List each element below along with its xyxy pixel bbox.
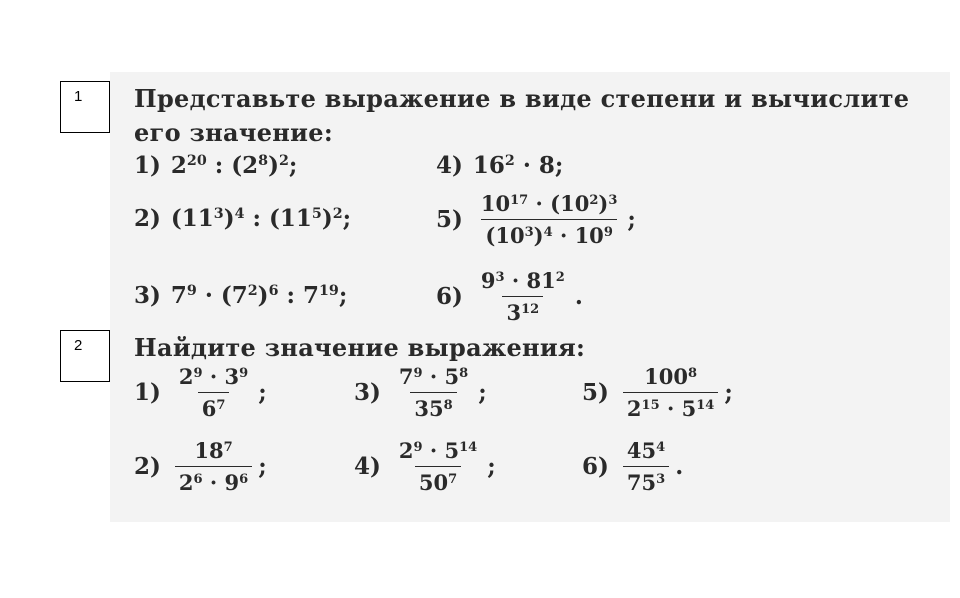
item-number: 5) (582, 379, 609, 406)
item-number: 2) (134, 205, 161, 232)
task-number: 1 (74, 88, 83, 105)
item-number: 6) (436, 283, 463, 310)
task-heading-line2: его значение: (134, 118, 334, 147)
exercise-item (134, 205, 351, 232)
numerator: $100^8$ (644, 364, 698, 389)
denominator: $(10^3)^4 \cdot 10^9$ (481, 219, 616, 246)
fraction (395, 440, 481, 493)
punctuation: ; (724, 379, 733, 406)
denominator: $75^3$ (623, 466, 669, 493)
exercise-item (354, 366, 487, 419)
item-number: 5) (436, 206, 463, 233)
exercise-item (436, 152, 563, 179)
punctuation: ; (627, 206, 636, 233)
exercise-item (134, 440, 267, 493)
fraction (175, 366, 252, 419)
task-heading-line1: Представьте выражение в виде степени и вычислите (134, 84, 910, 113)
expression: $2^{20}$ : $(2^8)^2$; (170, 152, 298, 179)
item-number: 3) (134, 282, 161, 309)
punctuation: . (574, 283, 583, 310)
exercise-item (134, 366, 267, 419)
exercise-item (582, 440, 683, 493)
task-number-box (60, 330, 110, 382)
fraction (477, 193, 622, 246)
numerator: $10^{17} \cdot (10^2)^3$ (480, 191, 618, 216)
item-number: 6) (582, 453, 609, 480)
denominator: $50^7$ (415, 466, 461, 493)
item-number: 4) (354, 453, 381, 480)
expression: $7^9 \cdot (7^2)^6$ : $7^{19}$; (170, 282, 348, 309)
fraction (623, 440, 669, 493)
numerator: $45^4$ (626, 438, 666, 463)
numerator: $18^7$ (194, 438, 233, 463)
item-number: 2) (134, 453, 161, 480)
exercise-item (436, 270, 583, 323)
exercise-item (354, 440, 496, 493)
punctuation: ; (258, 379, 267, 406)
punctuation: ; (478, 379, 487, 406)
denominator: $3^{12}$ (502, 296, 543, 323)
item-number: 4) (436, 152, 463, 179)
exercise-item (134, 282, 347, 309)
exercise-item (134, 152, 297, 179)
denominator: $6^7$ (198, 392, 230, 419)
numerator: $2^9 \cdot 3^9$ (178, 364, 249, 389)
expression: $(11^3)^4$ : $(11^5)^2$; (170, 205, 352, 232)
task-number: 2 (74, 337, 83, 354)
denominator: $2^{15} \cdot 5^{14}$ (623, 392, 718, 419)
fraction (623, 366, 718, 419)
denominator: $35^8$ (410, 392, 456, 419)
numerator: $7^9 \cdot 5^8$ (398, 364, 469, 389)
task-number-box (60, 81, 110, 133)
numerator: $9^3 \cdot 81^2$ (480, 268, 565, 293)
item-number: 3) (354, 379, 381, 406)
exercise-item (582, 366, 733, 419)
fraction (175, 440, 252, 493)
fraction (395, 366, 472, 419)
fraction (477, 270, 569, 323)
punctuation: ; (258, 453, 267, 480)
punctuation: ; (487, 453, 496, 480)
task-heading: Найдите значение выражения: (134, 333, 586, 362)
item-number: 1) (134, 379, 161, 406)
numerator: $2^9 \cdot 5^{14}$ (398, 438, 478, 463)
punctuation: . (675, 453, 684, 480)
expression: $16^2 \cdot 8$; (472, 152, 564, 179)
denominator: $2^6 \cdot 9^6$ (175, 466, 252, 493)
exercise-item (436, 193, 636, 246)
item-number: 1) (134, 152, 161, 179)
